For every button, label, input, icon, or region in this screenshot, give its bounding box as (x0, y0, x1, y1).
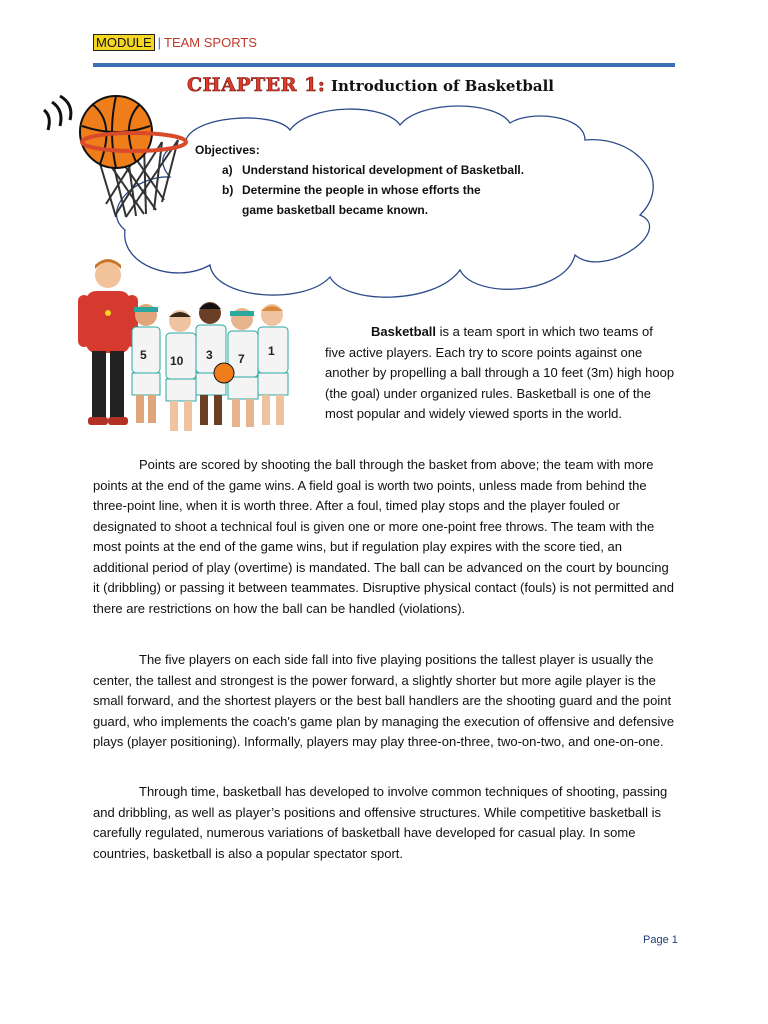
intro-text: is a team sport in which two teams of five active players. Each try to score points against one another by propelling a ball through a 10 feet (3m) high hoop (the goal) under organized rules. Basketball is one of the most popular and widely viewed sports in the world. (325, 324, 675, 421)
basketball-hoop-icon (38, 92, 193, 224)
objective-letter: a) (222, 163, 233, 177)
objective-item (195, 160, 532, 180)
header-separator: | (157, 35, 162, 50)
jersey-number: 3 (206, 348, 213, 362)
objective-text: Determine the people in whose efforts the game basketball became known. (242, 183, 481, 217)
page-header (93, 35, 257, 50)
page-number: Page 1 (643, 934, 678, 946)
objective-item (195, 180, 532, 220)
coach-figure (78, 259, 138, 425)
basketball-team-illustration (72, 255, 304, 441)
jersey-number: 7 (238, 352, 245, 366)
body-paragraph: Through time, basketball has developed to involve common techniques of shooting, passing and dribbling, as well as player’s positions and offensive structures. While competitive basketball is carefully regulated, numerous variations of basketball have developed for casual play. In some countries, basketball is also a popular spectator sport. (93, 784, 668, 861)
chapter-title (187, 74, 554, 96)
intro-paragraph (325, 322, 675, 425)
subject-label: TEAM SPORTS (164, 35, 257, 50)
body-paragraph: The five players on each side fall into five playing positions the tallest player is usually the center, the tallest and strongest is the power forward, a slightly shorter but more agile player is the small forward, and the shortest players or the best ball handlers are the shooting guard and the point guard, who implements the coach's game plan by managing the execution of offensive and defensive plays (player positioning). Informally, players may play three-on-three, two-on-two, and one-on-one. (93, 652, 675, 749)
jersey-number: 1 (268, 344, 275, 358)
intro-bold-term: Basketball (371, 324, 437, 339)
jersey-number: 5 (140, 348, 147, 362)
objectives-box (195, 140, 532, 220)
module-tag: MODULE (93, 34, 155, 51)
chapter-number: CHAPTER 1: (187, 74, 326, 96)
header-rule (93, 63, 675, 67)
chapter-heading: Introduction of Basketball (330, 77, 554, 95)
objectives-heading: Objectives: (195, 143, 260, 157)
player-figures (132, 302, 288, 431)
objective-text: Understand historical development of Basketball. (242, 163, 525, 177)
jersey-number: 10 (170, 354, 184, 368)
objective-letter: b) (222, 183, 234, 197)
body-paragraph: Points are scored by shooting the ball through the basket from above; the team with more points at the end of the game wins. A field goal is worth two points, unless made from behind the three-point line, when it is worth three. After a foul, timed play stops and the player fouled or designated to shoot a technical foul is given one or more one-point free throws. The team with the most points at the end of the game wins, but if regulation play expires with the score tied, an additional period of play (overtime) is mandated. The ball can be advanced on the court by bouncing it (dribbling) or passing it between teammates. Disruptive physical contact (fouls) is not permitted and there are restrictions on how the ball can be handled (violations). (93, 457, 674, 616)
